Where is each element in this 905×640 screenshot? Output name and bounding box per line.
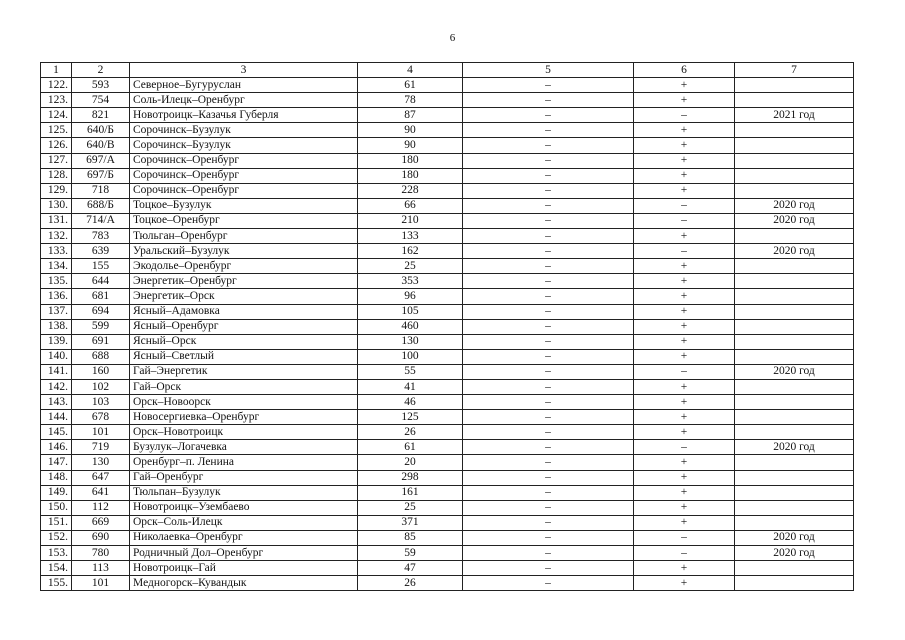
cell-distance: 130 <box>358 334 463 349</box>
cell-route-name: Медногорск–Кувандык <box>130 576 358 591</box>
cell-route-name: Бузулук–Логачевка <box>130 440 358 455</box>
cell-number: 124. <box>41 108 72 123</box>
cell-year <box>735 259 854 274</box>
cell-col5: – <box>463 108 634 123</box>
cell-distance: 228 <box>358 183 463 198</box>
cell-route-code: 719 <box>72 440 130 455</box>
cell-col5: – <box>463 198 634 213</box>
cell-year <box>735 576 854 591</box>
cell-route-name: Сорочинск–Оренбург <box>130 183 358 198</box>
cell-col6: + <box>634 274 735 289</box>
cell-distance: 26 <box>358 576 463 591</box>
cell-col5: – <box>463 546 634 561</box>
cell-col5: – <box>463 485 634 500</box>
cell-route-name: Новотроицк–Узембаево <box>130 500 358 515</box>
cell-number: 144. <box>41 410 72 425</box>
table-row <box>41 153 854 168</box>
cell-col6: – <box>634 440 735 455</box>
cell-number: 145. <box>41 425 72 440</box>
cell-number: 126. <box>41 138 72 153</box>
table-row <box>41 138 854 153</box>
cell-year: 2020 год <box>735 213 854 228</box>
table-row <box>41 213 854 228</box>
cell-col6: + <box>634 500 735 515</box>
table-row <box>41 108 854 123</box>
cell-number: 149. <box>41 485 72 500</box>
cell-col5: – <box>463 259 634 274</box>
cell-year: 2020 год <box>735 364 854 379</box>
cell-col5: – <box>463 183 634 198</box>
cell-route-name: Сорочинск–Оренбург <box>130 153 358 168</box>
cell-distance: 46 <box>358 395 463 410</box>
cell-number: 143. <box>41 395 72 410</box>
cell-col6: + <box>634 379 735 394</box>
cell-route-name: Гай–Орск <box>130 379 358 394</box>
cell-col6: – <box>634 530 735 545</box>
table-row <box>41 410 854 425</box>
cell-distance: 353 <box>358 274 463 289</box>
cell-col5: – <box>463 379 634 394</box>
cell-number: 140. <box>41 349 72 364</box>
cell-route-name: Родничный Дол–Оренбург <box>130 546 358 561</box>
cell-route-code: 113 <box>72 561 130 576</box>
cell-distance: 66 <box>358 198 463 213</box>
cell-route-name: Новосергиевка–Оренбург <box>130 410 358 425</box>
cell-route-code: 647 <box>72 470 130 485</box>
cell-col5: – <box>463 304 634 319</box>
column-header-6: 6 <box>634 63 735 78</box>
cell-col6: + <box>634 259 735 274</box>
cell-route-name: Гай–Энергетик <box>130 364 358 379</box>
cell-col5: – <box>463 364 634 379</box>
cell-route-code: 102 <box>72 379 130 394</box>
cell-number: 129. <box>41 183 72 198</box>
cell-col6: + <box>634 289 735 304</box>
cell-col5: – <box>463 500 634 515</box>
cell-route-code: 821 <box>72 108 130 123</box>
cell-col5: – <box>463 274 634 289</box>
cell-col5: – <box>463 440 634 455</box>
cell-year <box>735 379 854 394</box>
cell-number: 127. <box>41 153 72 168</box>
cell-route-code: 678 <box>72 410 130 425</box>
cell-col5: – <box>463 561 634 576</box>
cell-distance: 298 <box>358 470 463 485</box>
cell-route-code: 691 <box>72 334 130 349</box>
routes-table <box>40 62 854 591</box>
cell-route-name: Тюльган–Оренбург <box>130 229 358 244</box>
cell-route-name: Тоцкое–Оренбург <box>130 213 358 228</box>
cell-distance: 210 <box>358 213 463 228</box>
cell-col5: – <box>463 78 634 93</box>
cell-number: 154. <box>41 561 72 576</box>
cell-number: 155. <box>41 576 72 591</box>
cell-col6: + <box>634 455 735 470</box>
cell-route-code: 694 <box>72 304 130 319</box>
cell-year <box>735 319 854 334</box>
cell-route-code: 103 <box>72 395 130 410</box>
cell-distance: 133 <box>358 229 463 244</box>
table-row <box>41 93 854 108</box>
cell-year: 2021 год <box>735 108 854 123</box>
cell-col5: – <box>463 289 634 304</box>
table-row <box>41 440 854 455</box>
cell-distance: 100 <box>358 349 463 364</box>
cell-route-code: 130 <box>72 455 130 470</box>
cell-route-code: 780 <box>72 546 130 561</box>
cell-route-name: Северное–Бугуруслан <box>130 78 358 93</box>
table-row <box>41 78 854 93</box>
table-row <box>41 319 854 334</box>
cell-route-name: Новотроицк–Казачья Губерля <box>130 108 358 123</box>
cell-year <box>735 561 854 576</box>
cell-distance: 162 <box>358 244 463 259</box>
cell-number: 136. <box>41 289 72 304</box>
cell-route-code: 697/Б <box>72 168 130 183</box>
cell-route-name: Ясный–Светлый <box>130 349 358 364</box>
cell-col5: – <box>463 123 634 138</box>
cell-route-name: Сорочинск–Бузулук <box>130 123 358 138</box>
cell-route-name: Новотроицк–Гай <box>130 561 358 576</box>
cell-col6: + <box>634 304 735 319</box>
cell-col5: – <box>463 515 634 530</box>
cell-distance: 61 <box>358 78 463 93</box>
cell-route-name: Экодолье–Оренбург <box>130 259 358 274</box>
cell-year <box>735 349 854 364</box>
cell-number: 147. <box>41 455 72 470</box>
cell-col6: + <box>634 334 735 349</box>
cell-distance: 78 <box>358 93 463 108</box>
cell-year: 2020 год <box>735 546 854 561</box>
table-row <box>41 304 854 319</box>
cell-distance: 96 <box>358 289 463 304</box>
cell-number: 134. <box>41 259 72 274</box>
table-header-row <box>41 63 854 78</box>
cell-route-code: 593 <box>72 78 130 93</box>
table-row <box>41 500 854 515</box>
cell-route-code: 641 <box>72 485 130 500</box>
cell-year: 2020 год <box>735 530 854 545</box>
column-header-5: 5 <box>463 63 634 78</box>
table-row <box>41 455 854 470</box>
cell-route-name: Сорочинск–Бузулук <box>130 138 358 153</box>
cell-number: 131. <box>41 213 72 228</box>
cell-year <box>735 183 854 198</box>
cell-col6: – <box>634 364 735 379</box>
cell-col6: – <box>634 244 735 259</box>
cell-route-code: 101 <box>72 576 130 591</box>
cell-route-code: 599 <box>72 319 130 334</box>
cell-col5: – <box>463 168 634 183</box>
cell-col6: + <box>634 395 735 410</box>
cell-route-code: 714/А <box>72 213 130 228</box>
cell-col5: – <box>463 470 634 485</box>
cell-distance: 85 <box>358 530 463 545</box>
cell-route-code: 155 <box>72 259 130 274</box>
cell-year: 2020 год <box>735 198 854 213</box>
cell-distance: 55 <box>358 364 463 379</box>
column-header-4: 4 <box>358 63 463 78</box>
cell-route-name: Энергетик–Орск <box>130 289 358 304</box>
cell-col6: + <box>634 319 735 334</box>
column-header-7: 7 <box>735 63 854 78</box>
table-body <box>41 78 854 591</box>
cell-number: 139. <box>41 334 72 349</box>
cell-year <box>735 485 854 500</box>
cell-year <box>735 274 854 289</box>
cell-col6: + <box>634 561 735 576</box>
cell-distance: 90 <box>358 123 463 138</box>
cell-route-code: 718 <box>72 183 130 198</box>
cell-col5: – <box>463 229 634 244</box>
cell-route-name: Оренбург–п. Ленина <box>130 455 358 470</box>
cell-route-code: 688/Б <box>72 198 130 213</box>
cell-route-code: 101 <box>72 425 130 440</box>
cell-distance: 59 <box>358 546 463 561</box>
cell-route-code: 644 <box>72 274 130 289</box>
table-row <box>41 123 854 138</box>
cell-distance: 26 <box>358 425 463 440</box>
cell-number: 141. <box>41 364 72 379</box>
cell-col6: + <box>634 229 735 244</box>
cell-route-name: Соль-Илецк–Оренбург <box>130 93 358 108</box>
cell-distance: 61 <box>358 440 463 455</box>
cell-route-name: Орск–Новоорск <box>130 395 358 410</box>
cell-col5: – <box>463 93 634 108</box>
table-row <box>41 289 854 304</box>
cell-number: 142. <box>41 379 72 394</box>
cell-year <box>735 153 854 168</box>
cell-route-code: 640/Б <box>72 123 130 138</box>
cell-number: 128. <box>41 168 72 183</box>
cell-col5: – <box>463 425 634 440</box>
cell-number: 151. <box>41 515 72 530</box>
cell-col6: + <box>634 168 735 183</box>
cell-number: 133. <box>41 244 72 259</box>
cell-year <box>735 138 854 153</box>
cell-route-name: Энергетик–Оренбург <box>130 274 358 289</box>
cell-distance: 161 <box>358 485 463 500</box>
cell-number: 122. <box>41 78 72 93</box>
cell-route-code: 783 <box>72 229 130 244</box>
cell-col6: + <box>634 138 735 153</box>
cell-route-name: Николаевка–Оренбург <box>130 530 358 545</box>
cell-col6: + <box>634 576 735 591</box>
cell-year <box>735 455 854 470</box>
cell-number: 153. <box>41 546 72 561</box>
cell-route-name: Орск–Новотроицк <box>130 425 358 440</box>
cell-route-code: 160 <box>72 364 130 379</box>
cell-col5: – <box>463 213 634 228</box>
cell-year <box>735 304 854 319</box>
cell-col6: – <box>634 546 735 561</box>
table-row <box>41 561 854 576</box>
cell-col6: + <box>634 78 735 93</box>
cell-route-name: Уральский–Бузулук <box>130 244 358 259</box>
table-row <box>41 546 854 561</box>
cell-col6: + <box>634 515 735 530</box>
cell-route-name: Ясный–Адамовка <box>130 304 358 319</box>
cell-distance: 125 <box>358 410 463 425</box>
cell-col6: + <box>634 425 735 440</box>
table-row <box>41 198 854 213</box>
table-row <box>41 576 854 591</box>
table-row <box>41 334 854 349</box>
table-row <box>41 364 854 379</box>
table-row <box>41 349 854 364</box>
cell-col6: – <box>634 213 735 228</box>
cell-number: 125. <box>41 123 72 138</box>
cell-number: 150. <box>41 500 72 515</box>
cell-number: 130. <box>41 198 72 213</box>
cell-distance: 180 <box>358 153 463 168</box>
cell-number: 152. <box>41 530 72 545</box>
cell-col5: – <box>463 576 634 591</box>
cell-col5: – <box>463 530 634 545</box>
cell-route-code: 669 <box>72 515 130 530</box>
cell-year <box>735 410 854 425</box>
cell-route-name: Сорочинск–Оренбург <box>130 168 358 183</box>
cell-route-name: Тюльпан–Бузулук <box>130 485 358 500</box>
cell-year <box>735 334 854 349</box>
cell-year <box>735 229 854 244</box>
cell-col5: – <box>463 455 634 470</box>
cell-distance: 105 <box>358 304 463 319</box>
cell-number: 138. <box>41 319 72 334</box>
cell-distance: 87 <box>358 108 463 123</box>
cell-col5: – <box>463 244 634 259</box>
cell-col6: + <box>634 410 735 425</box>
cell-distance: 460 <box>358 319 463 334</box>
cell-distance: 25 <box>358 500 463 515</box>
table-row <box>41 183 854 198</box>
cell-col6: + <box>634 470 735 485</box>
table-row <box>41 244 854 259</box>
table-row <box>41 470 854 485</box>
cell-col5: – <box>463 153 634 168</box>
cell-col6: + <box>634 485 735 500</box>
cell-distance: 90 <box>358 138 463 153</box>
cell-year: 2020 год <box>735 440 854 455</box>
cell-number: 137. <box>41 304 72 319</box>
table-row <box>41 425 854 440</box>
cell-year <box>735 395 854 410</box>
column-header-3: 3 <box>130 63 358 78</box>
cell-distance: 180 <box>358 168 463 183</box>
cell-route-name: Тоцкое–Бузулук <box>130 198 358 213</box>
cell-route-name: Гай–Оренбург <box>130 470 358 485</box>
cell-route-name: Ясный–Орск <box>130 334 358 349</box>
cell-year <box>735 500 854 515</box>
cell-year <box>735 123 854 138</box>
cell-col6: + <box>634 153 735 168</box>
cell-col5: – <box>463 349 634 364</box>
cell-year: 2020 год <box>735 244 854 259</box>
cell-col6: – <box>634 108 735 123</box>
cell-route-code: 688 <box>72 349 130 364</box>
cell-col5: – <box>463 395 634 410</box>
cell-year <box>735 470 854 485</box>
cell-route-name: Ясный–Оренбург <box>130 319 358 334</box>
table-row <box>41 515 854 530</box>
cell-year <box>735 515 854 530</box>
table-row <box>41 379 854 394</box>
cell-distance: 25 <box>358 259 463 274</box>
cell-col5: – <box>463 319 634 334</box>
cell-year <box>735 168 854 183</box>
table-row <box>41 395 854 410</box>
table-row <box>41 229 854 244</box>
table-row <box>41 168 854 183</box>
cell-number: 132. <box>41 229 72 244</box>
cell-year <box>735 425 854 440</box>
cell-col6: + <box>634 349 735 364</box>
cell-col6: – <box>634 198 735 213</box>
cell-number: 146. <box>41 440 72 455</box>
cell-distance: 20 <box>358 455 463 470</box>
cell-number: 135. <box>41 274 72 289</box>
cell-year <box>735 289 854 304</box>
cell-route-code: 681 <box>72 289 130 304</box>
cell-route-code: 697/А <box>72 153 130 168</box>
cell-year <box>735 78 854 93</box>
table-row <box>41 259 854 274</box>
cell-col5: – <box>463 334 634 349</box>
cell-col5: – <box>463 410 634 425</box>
cell-distance: 41 <box>358 379 463 394</box>
cell-distance: 47 <box>358 561 463 576</box>
cell-year <box>735 93 854 108</box>
cell-route-code: 640/В <box>72 138 130 153</box>
cell-number: 123. <box>41 93 72 108</box>
cell-col6: + <box>634 123 735 138</box>
table-row <box>41 530 854 545</box>
cell-col6: + <box>634 183 735 198</box>
column-header-2: 2 <box>72 63 130 78</box>
cell-distance: 371 <box>358 515 463 530</box>
table-row <box>41 274 854 289</box>
page-number: 6 <box>449 32 456 44</box>
cell-route-code: 639 <box>72 244 130 259</box>
cell-route-code: 754 <box>72 93 130 108</box>
cell-col5: – <box>463 138 634 153</box>
cell-route-name: Орск–Соль-Илецк <box>130 515 358 530</box>
cell-route-code: 690 <box>72 530 130 545</box>
cell-route-code: 112 <box>72 500 130 515</box>
column-header-1: 1 <box>41 63 72 78</box>
table-row <box>41 485 854 500</box>
cell-col6: + <box>634 93 735 108</box>
cell-number: 148. <box>41 470 72 485</box>
